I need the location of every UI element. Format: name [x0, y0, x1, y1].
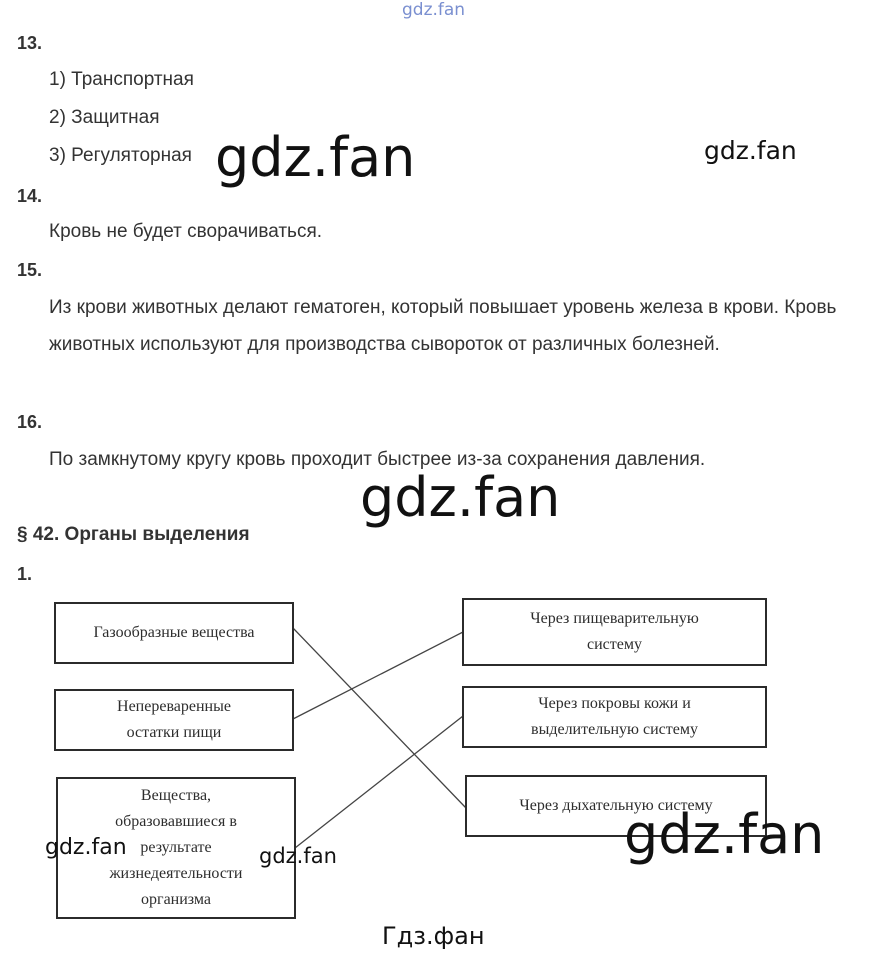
watermark-footer: Гдз.фан	[382, 922, 485, 950]
right-box-digestive	[462, 598, 767, 666]
q14-answer: Кровь не будет сворачиваться.	[49, 221, 323, 242]
right-box-digestive-label: Через пищеварительную систему	[530, 610, 699, 653]
watermark-big-1: gdz.fan	[215, 126, 416, 189]
left-box-undigested-label: Непереваренные остатки пищи	[117, 698, 231, 741]
watermark-small-mid: gdz.fan	[259, 844, 337, 868]
question-16-number: 16.	[17, 412, 43, 432]
left-box-metabolic-label: Вещества, образовавшиеся в результате жизнедеятельности организма	[109, 787, 243, 908]
right-box-skin	[462, 686, 767, 748]
q13-item-1: 1) Транспортная	[49, 69, 194, 90]
question-14-number: 14.	[17, 186, 43, 206]
connection-line-metabolic-skin	[295, 716, 463, 848]
connection-line-food-digestive	[293, 632, 463, 719]
watermark-small-left: gdz.fan	[45, 835, 127, 860]
watermark-big-center: gdz.fan	[360, 466, 561, 529]
right-box-skin-label: Через покровы кожи и выделительную систему	[531, 695, 698, 738]
q13-item-3: 3) Регуляторная	[49, 145, 192, 166]
left-box-undigested	[54, 689, 294, 751]
question-15-number: 15.	[17, 260, 43, 280]
section-title: § 42. Органы выделения	[17, 524, 250, 545]
watermark-big-bottom: gdz.fan	[624, 803, 825, 866]
left-box-gaseous-label: Газообразные вещества	[93, 624, 255, 641]
question-13-number: 13.	[17, 33, 43, 53]
left-box-gaseous	[54, 602, 294, 664]
task-1-number: 1.	[17, 564, 33, 584]
watermark-small-right: gdz.fan	[704, 136, 797, 165]
q13-item-2: 2) Защитная	[49, 107, 160, 128]
watermark-top: gdz.fan	[402, 0, 466, 20]
q15-answer: Из крови животных делают гематоген, который повышает уровень железа в крови. Кровь животных используют для производства сывороток от различных болезней.	[49, 297, 837, 355]
q16-answer: По замкнутому кругу кровь проходит быстрее из-за сохранения давления.	[49, 449, 706, 470]
right-box-respiratory-label: Через дыхательную систему	[519, 797, 713, 814]
